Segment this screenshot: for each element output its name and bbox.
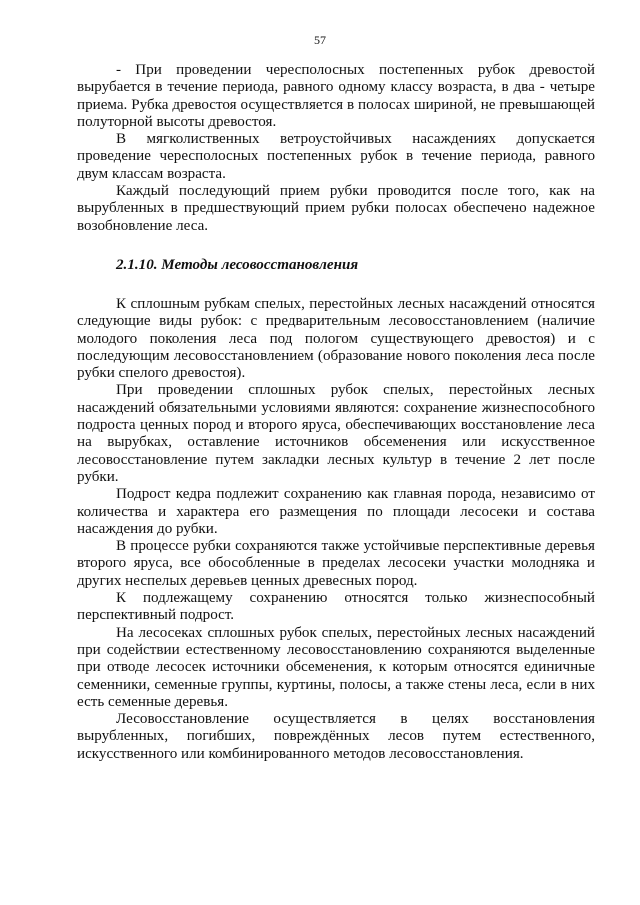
paragraph-subsequent-cutting: Каждый последующий прием рубки проводится после того, как на вырубленных в предшествующий прием рубки полосах обеспечено надежное возобновление леса. bbox=[77, 183, 595, 234]
paragraph-clear-cutting-types: К сплошным рубкам спелых, перестойных лесных насаждений относятся следующие виды рубок: с предварительным лесовосстановлением (наличие молодого поколения леса под пологом существующего древостоя) и с последующим лесовосстановлением (образование нового поколения леса после рубки спелого древостоя). bbox=[77, 295, 595, 382]
paragraph-viable-undergrowth: К подлежащему сохранению относятся только жизнеспособный перспективный подрост. bbox=[77, 590, 595, 624]
paragraph-second-tier-trees: В процессе рубки сохраняются также устойчивые перспективные деревья второго яруса, все обособленные в пределах лесосеки участки молодняка и других неспелых деревьев ценных древесных пород. bbox=[77, 538, 595, 589]
paragraph-cedar-undergrowth: Подрост кедра подлежит сохранению как главная порода, независимо от количества и характера его размещения по площади лесосеки и состава насаждения до рубки. bbox=[77, 486, 595, 537]
paragraph-reforestation-methods: Лесовосстановление осуществляется в целях восстановления вырубленных, погибших, повреждённых лесов путем естественного, искусственного или комбинированного методов лесовосстановления. bbox=[77, 711, 595, 762]
page-body bbox=[77, 62, 595, 763]
page-number: 57 bbox=[314, 33, 326, 47]
paragraph-mandatory-conditions: При проведении сплошных рубок спелых, перестойных лесных насаждений обязательными условиями являются: сохранение жизнеспособного подроста ценных пород и второго яруса, обеспечивающих восстановление леса на вырубках, оставление источников обсеменения или искусственное лесовосстановление путем закладки лесных культур в течение 2 лет после рубки. bbox=[77, 382, 595, 485]
section-heading: 2.1.10. Методы лесовосстановления bbox=[116, 256, 359, 273]
paragraph-strip-cutting-description: - При проведении чересполосных постепенных рубок древостой вырубается в течение периода, равного одному классу возраста, в два - четыре приема. Рубка древостоя осуществляется в полосах шириной, не превышающей полуторной высоты древостоя. bbox=[77, 62, 595, 130]
paragraph-softwood-stands: В мягколиственных ветроустойчивых насаждениях допускается проведение чересполосных постепенных рубок в течение периода, равного двум классам возраста. bbox=[77, 131, 595, 182]
paragraph-seed-sources: На лесосеках сплошных рубок спелых, перестойных лесных насаждений при содействии естественному лесовосстановлению сохраняются выделенные при отводе лесосек источники обсеменения, к которым относятся единичные семенники, семенные группы, куртины, полосы, а также стены леса, если в них есть семенные деревья. bbox=[77, 624, 595, 710]
